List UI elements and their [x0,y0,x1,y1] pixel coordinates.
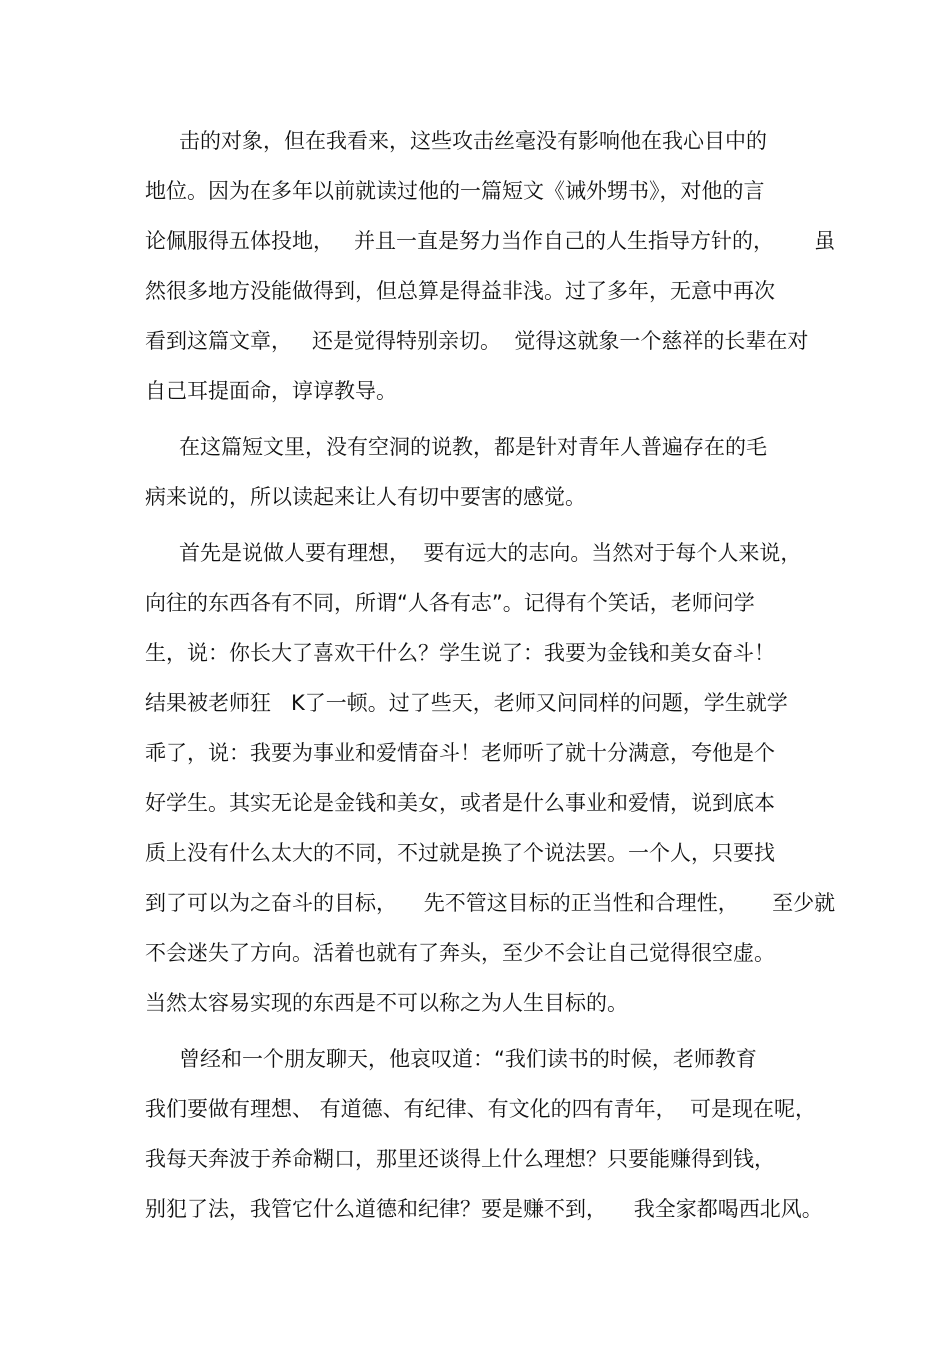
text-line: 到了可以为之奋斗的目标， 先不管这目标的正当性和合理性， 至少就 [145,891,836,915]
text-line: 击的对象，但在我看来，这些攻击丝毫没有影响他在我心目中的 [179,129,767,153]
text-line: 我们要做有理想、 有道德、有纪律、有文化的四有青年， 可是现在呢， [145,1097,817,1121]
text-line: 别犯了法，我管它什么道德和纪律？要是赚不到， 我全家都喝西北风。 [145,1197,823,1221]
body-text [145,122,836,1240]
text-line: 首先是说做人要有理想， 要有远大的志向。当然对于每个人来说， [179,541,802,565]
text-line: 我每天奔波于养命糊口，那里还谈得上什么理想？只要能赚得到钱， [145,1147,775,1171]
text-line: 生，说：你长大了喜欢干什么？学生说了：我要为金钱和美女奋斗！ [145,641,775,665]
text-line: 不会迷失了方向。活着也就有了奔头，至少不会让自己觉得很空虚。 [145,941,775,965]
text-line: 质上没有什么太大的不同，不过就是换了个说法罢。一个人，只要找 [145,841,775,865]
text-line: 当然太容易实现的东西是不可以称之为人生目标的。 [145,991,628,1015]
text-line: 地位。因为在多年以前就读过他的一篇短文《诫外甥书》，对他的言 [145,179,765,203]
text-line: 向往的东西各有不同，所谓“人各有志”。记得有个笑话，老师问学 [145,591,755,615]
text-line: 乖了，说：我要为事业和爱情奋斗！老师听了就十分满意，夸他是个 [145,741,775,765]
text-line: 在这篇短文里，没有空洞的说教，都是针对青年人普遍存在的毛 [179,435,767,459]
text-line: 然很多地方没能做得到，但总算是得益非浅。过了多年，无意中再次 [145,279,775,303]
text-line: 自己耳提面命，谆谆教导。 [145,379,397,403]
text-line: 结果被老师狂 K了一顿。过了些天，老师又问同样的问题，学生就学 [145,691,788,715]
text-line: 论佩服得五体投地， 并且一直是努力当作自己的人生指导方针的， 虽 [145,229,836,253]
text-line: 曾经和一个朋友聊天，他哀叹道：“我们读书的时候，老师教育 [179,1047,757,1071]
text-line: 好学生。其实无论是金钱和美女，或者是什么事业和爱情，说到底本 [145,791,775,815]
text-line: 病来说的，所以读起来让人有切中要害的感觉。 [145,485,586,509]
text-line: 看到这篇文章， 还是觉得特别亲切。 觉得这就象一个慈祥的长辈在对 [145,329,809,353]
